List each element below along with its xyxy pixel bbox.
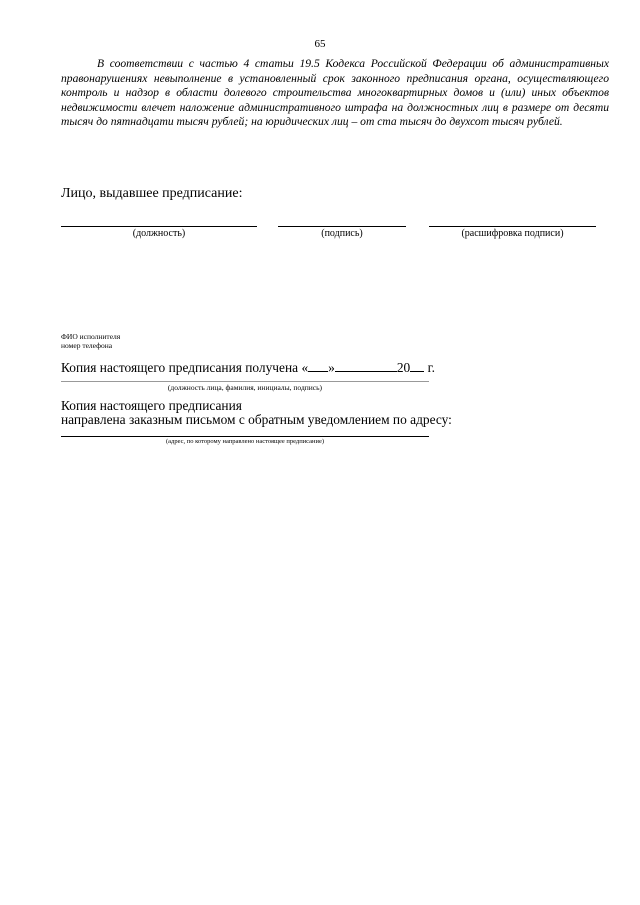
year-prefix: 20 [396,360,411,375]
copy-received-middle: » [328,360,335,375]
position-caption: (должность) [132,228,186,239]
signature-decoding-caption: (расшифровка подписи) [461,228,564,239]
copy-received-line [61,359,435,376]
copy-received-suffix: г. [424,360,435,375]
month-blank [335,359,397,372]
day-blank [308,359,328,372]
signature-decoding-field [429,226,596,239]
address-caption: (адрес, по которому направлено настоящее предписание) [165,438,325,445]
copy-received-prefix: Копия настоящего предписания получена « [61,360,309,375]
recipient-signature-field [61,381,429,392]
page-number: 65 [314,38,326,50]
signature-caption: (подпись) [321,228,363,239]
issuer-heading: Лицо, выдавшее предписание: [61,186,243,201]
legal-notice-paragraph: В соответствии с частью 4 статьи 19.5 Кодекса Российской Федерации об административных правонарушениях невыполнение в установленный срок законного предписания органа, осуществляющего контроль и надзор в области долевого строительства многоквартирных домов и (или) иных объектов недвижимости влечет наложение административного штрафа на должностных лиц в размере от десяти тысяч до пятнадцати тысяч рублей; на юридических лиц – от ста тысяч до двухсот тысяч рублей. [61,57,609,128]
copy-sent-line1: Копия настоящего предписания [61,398,242,413]
copy-sent-line2: направлена заказным письмом с обратным уведомлением по адресу: [61,411,452,427]
signature-field [278,226,406,239]
executor-phone-label: номер телефона [61,341,113,350]
address-field [61,436,429,445]
copy-sent-block [61,399,452,426]
executor-block [61,332,120,350]
year-blank [410,359,424,372]
position-field [61,226,257,239]
executor-name-label: ФИО исполнителя [61,332,121,341]
recipient-caption: (должность лица, фамилия, инициалы, подпись) [167,383,323,392]
